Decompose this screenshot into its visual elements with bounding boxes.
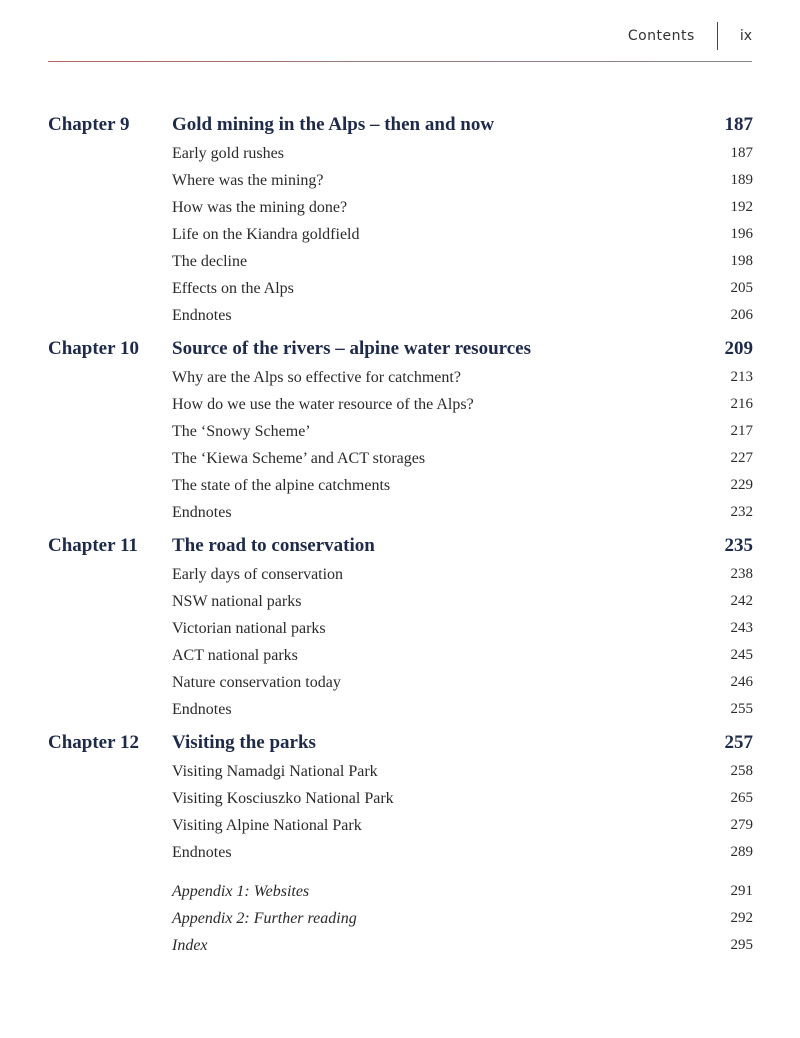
toc-entry (0, 616, 800, 643)
entry-page: 265 (730, 790, 753, 806)
entry-title: Index (172, 937, 208, 954)
toc-entry (0, 500, 800, 527)
entry-page: 217 (730, 423, 753, 439)
chapter-11 (0, 535, 800, 724)
chapter-title: Gold mining in the Alps – then and now (172, 114, 495, 135)
toc-entry (0, 670, 800, 697)
toc-entry (0, 643, 800, 670)
entry-title: Early days of conservation (172, 566, 344, 583)
chapter-label: Chapter 10 (48, 338, 139, 359)
entry-page: 243 (730, 620, 753, 636)
back-matter (0, 879, 800, 960)
chapter-title: The road to conservation (172, 535, 375, 556)
running-header (628, 22, 752, 50)
toc-entry (0, 195, 800, 222)
chapter-page: 257 (724, 732, 753, 753)
chapter-title: Source of the rivers – alpine water resources (172, 338, 531, 359)
toc-entry (0, 589, 800, 616)
entry-title: The ‘Snowy Scheme’ (172, 423, 311, 440)
toc-entry (0, 222, 800, 249)
entry-page: 205 (730, 280, 753, 296)
chapter-label: Chapter 9 (48, 114, 130, 135)
entry-page: 227 (730, 450, 753, 466)
entry-title: Endnotes (172, 844, 232, 861)
chapter-heading (0, 114, 800, 141)
header-rule (48, 61, 752, 62)
entry-title: How was the mining done? (172, 199, 348, 216)
chapter-page: 235 (724, 535, 753, 556)
entry-page: 245 (730, 647, 753, 663)
entry-title: ACT national parks (172, 647, 298, 664)
toc-entry (0, 840, 800, 867)
entry-title: Appendix 2: Further reading (172, 910, 357, 927)
toc-entry (0, 473, 800, 500)
entry-page: 246 (730, 674, 753, 690)
toc-entry (0, 303, 800, 330)
entry-title: Visiting Kosciuszko National Park (172, 790, 394, 807)
entry-page: 289 (730, 844, 753, 860)
entry-page: 206 (730, 307, 753, 323)
chapter-page: 209 (724, 338, 753, 359)
toc-entry (0, 249, 800, 276)
chapter-10 (0, 338, 800, 527)
toc-entry (0, 562, 800, 589)
chapter-12 (0, 732, 800, 867)
entry-page: 242 (730, 593, 753, 609)
entry-page: 292 (730, 910, 753, 926)
entry-page: 279 (730, 817, 753, 833)
entry-page: 213 (730, 369, 753, 385)
entry-title: Visiting Namadgi National Park (172, 763, 378, 780)
entry-title: The state of the alpine catchments (172, 477, 391, 494)
running-title: Contents (627, 28, 695, 44)
entry-page: 189 (730, 172, 753, 188)
entry-page: 232 (730, 504, 753, 520)
entry-page: 192 (730, 199, 753, 215)
entry-title: Endnotes (172, 701, 232, 718)
entry-title: Where was the mining? (172, 172, 324, 189)
toc-entry (0, 168, 800, 195)
entry-title: Endnotes (172, 504, 232, 521)
page-number: ix (739, 28, 752, 44)
entry-title: Early gold rushes (172, 145, 284, 162)
chapter-page: 187 (724, 114, 753, 135)
entry-page: 258 (730, 763, 753, 779)
chapter-heading (0, 732, 800, 759)
entry-title: Visiting Alpine National Park (172, 817, 362, 834)
chapter-title: Visiting the parks (172, 732, 316, 753)
toc-entry (0, 419, 800, 446)
toc-entry (0, 276, 800, 303)
entry-page: 187 (730, 145, 753, 161)
chapter-label: Chapter 12 (48, 732, 139, 753)
entry-page: 196 (730, 226, 753, 242)
chapter-heading (0, 338, 800, 365)
chapter-heading (0, 535, 800, 562)
chapter-9 (0, 114, 800, 330)
entry-title: NSW national parks (172, 593, 302, 610)
entry-page: 295 (730, 937, 753, 953)
entry-page: 238 (730, 566, 753, 582)
entry-page: 229 (730, 477, 753, 493)
entry-title: Appendix 1: Websites (172, 883, 310, 900)
toc-entry (0, 697, 800, 724)
entry-title: The ‘Kiewa Scheme’ and ACT storages (172, 450, 426, 467)
toc-entry (0, 141, 800, 168)
entry-title: Nature conservation today (172, 674, 341, 691)
toc-entry (0, 392, 800, 419)
entry-page: 291 (730, 883, 753, 899)
entry-title: The decline (172, 253, 248, 270)
entry-title: Endnotes (172, 307, 232, 324)
entry-title: Life on the Kiandra goldfield (172, 226, 360, 243)
entry-page: 216 (730, 396, 753, 412)
toc-entry (0, 933, 800, 960)
entry-title: Why are the Alps so effective for catchment? (172, 369, 461, 386)
toc-entry (0, 813, 800, 840)
toc-entry (0, 759, 800, 786)
header-divider (717, 22, 718, 50)
entry-title: How do we use the water resource of the Alps? (172, 396, 474, 413)
toc-entry (0, 906, 800, 933)
toc-entry (0, 365, 800, 392)
entry-page: 255 (730, 701, 753, 717)
table-of-contents (0, 114, 800, 960)
entry-page: 198 (730, 253, 753, 269)
entry-title: Effects on the Alps (172, 280, 294, 297)
toc-entry (0, 786, 800, 813)
toc-entry (0, 446, 800, 473)
toc-entry (0, 879, 800, 906)
entry-title: Victorian national parks (172, 620, 326, 637)
chapter-label: Chapter 11 (48, 535, 138, 556)
